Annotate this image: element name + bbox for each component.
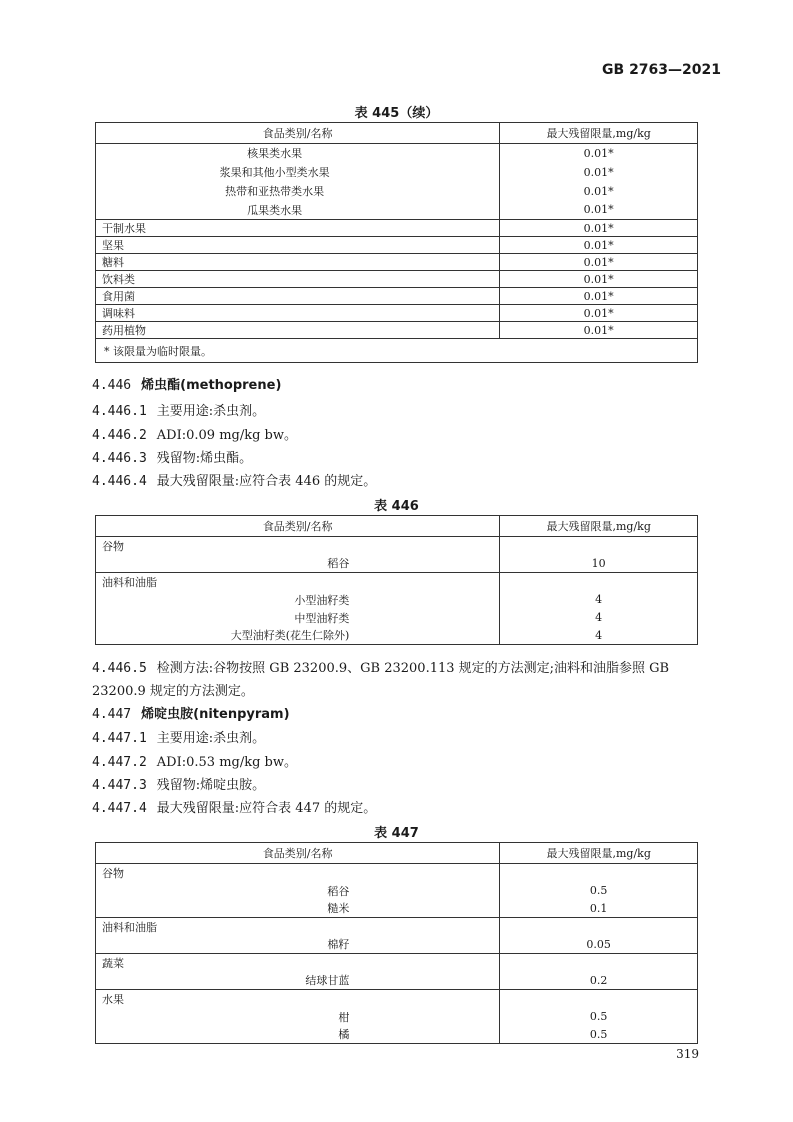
page-number: 319 [676,1047,699,1061]
mrl-value: 0.01* [583,184,614,198]
clause-4-446-5: 4.446.5 检测方法:谷物按照 GB 23200.9、GB 23200.113 规定的方法测定;油料和油脂参照 GB [92,661,670,676]
food-name: 饮料类 [96,271,500,288]
table-row [96,627,698,645]
table-447-caption: 表 447 [374,826,419,841]
table-row [96,305,698,322]
table-446 [95,515,698,645]
food-name: 瓜果类水果 [96,201,500,220]
clause-4-447-2: 4.447.2 ADI:0.53 mg/kg bw。 [92,755,298,770]
col-header-mrl: 最大残留限量,mg/kg [500,123,698,144]
mrl-value: 0.01* [500,237,698,254]
table-447 [95,842,698,1044]
group-label: 水果 [96,990,500,1008]
mrl-value: 0.01* [500,288,698,305]
food-name: 药用植物 [96,322,500,339]
table-446-caption: 表 446 [374,499,419,514]
clause-4-447-1: 4.447.1 主要用途:杀虫剂。 [92,731,266,746]
mrl-value: 10 [591,556,606,570]
mrl-value: 4 [595,628,603,642]
group-label: 油料和油脂 [96,573,500,591]
food-name: 大型油籽类(花生仁除外) [96,627,500,645]
food-name: 干制水果 [96,220,500,237]
food-name: 稻谷 [96,555,500,573]
table-row [96,1026,698,1044]
section-title-4-446: 4.446 烯虫酯(methoprene) [92,378,282,393]
food-name: 食用菌 [96,288,500,305]
food-name: 小型油籽类 [96,591,500,609]
table-row [96,555,698,573]
mrl-value: 0.01* [583,203,614,217]
mrl-value: 0.01* [500,271,698,288]
table-row [96,271,698,288]
table-row [96,220,698,237]
col-header-food: 食品类别/名称 [96,516,500,537]
group-label: 蔬菜 [96,954,500,972]
clause-4-447-4: 4.447.4 最大残留限量:应符合表 447 的规定。 [92,801,377,816]
food-name: 柑 [96,1008,500,1026]
table-row [96,288,698,305]
clause-4-446-3: 4.446.3 残留物:烯虫酯。 [92,451,253,466]
food-name: 核果类水果 [96,144,500,163]
food-name: 热带和亚热带类水果 [96,182,500,201]
section-title-4-447: 4.447 烯啶虫胺(nitenpyram) [92,707,290,722]
table-row [96,900,698,918]
food-name: 中型油籽类 [96,609,500,627]
group-label: 谷物 [96,864,500,882]
mrl-value: 0.01* [583,146,614,160]
mrl-value: 0.01* [500,254,698,271]
col-header-food: 食品类别/名称 [96,123,500,144]
standard-number: GB 2763—2021 [602,62,721,78]
mrl-value: 0.5 [589,884,608,897]
table-445-caption: 表 445（续） [354,106,439,121]
clause-4-446-2: 4.446.2 ADI:0.09 mg/kg bw。 [92,428,298,443]
food-name: 稻谷 [96,882,500,900]
food-name: 调味料 [96,305,500,322]
table-445 [95,122,698,363]
table-row [96,182,698,201]
table-footnote: * 该限量为临时限量。 [96,339,698,363]
table-row [96,144,698,163]
mrl-value: 4 [595,593,603,606]
group-label: 谷物 [96,537,500,555]
food-name: 糖料 [96,254,500,271]
mrl-value: 0.5 [589,1010,608,1023]
table-row [96,237,698,254]
food-name: 糙米 [96,900,500,918]
clause-4-446-4: 4.446.4 最大残留限量:应符合表 446 的规定。 [92,474,377,489]
clause-4-446-5-cont: 23200.9 规定的方法测定。 [92,684,254,699]
mrl-value: 0.5 [589,1027,608,1041]
food-name: 坚果 [96,237,500,254]
clause-4-446-1: 4.446.1 主要用途:杀虫剂。 [92,404,266,419]
col-header-mrl: 最大残留限量,mg/kg [500,843,698,864]
table-row [96,254,698,271]
clause-4-447-3: 4.447.3 残留物:烯啶虫胺。 [92,778,266,793]
mrl-value: 0.01* [500,322,698,339]
col-header-mrl: 最大残留限量,mg/kg [500,516,698,537]
group-label: 油料和油脂 [96,918,500,936]
table-row [96,201,698,220]
food-name: 结球甘蓝 [96,972,500,990]
mrl-value: 0.2 [589,973,608,987]
table-row [96,972,698,990]
col-header-food: 食品类别/名称 [96,843,500,864]
mrl-value: 0.05 [586,937,611,951]
table-row [96,322,698,339]
table-row [96,609,698,627]
mrl-value: 0.01* [583,165,614,179]
mrl-value: 0.01* [500,220,698,237]
table-row [96,1008,698,1026]
mrl-value: 0.1 [589,901,608,915]
mrl-value: 4 [595,611,603,624]
table-row [96,163,698,182]
table-row [96,882,698,900]
table-row [96,936,698,954]
food-name: 棉籽 [96,936,500,954]
food-name: 橘 [96,1026,500,1044]
table-row [96,591,698,609]
food-name: 浆果和其他小型类水果 [96,163,500,182]
mrl-value: 0.01* [500,305,698,322]
